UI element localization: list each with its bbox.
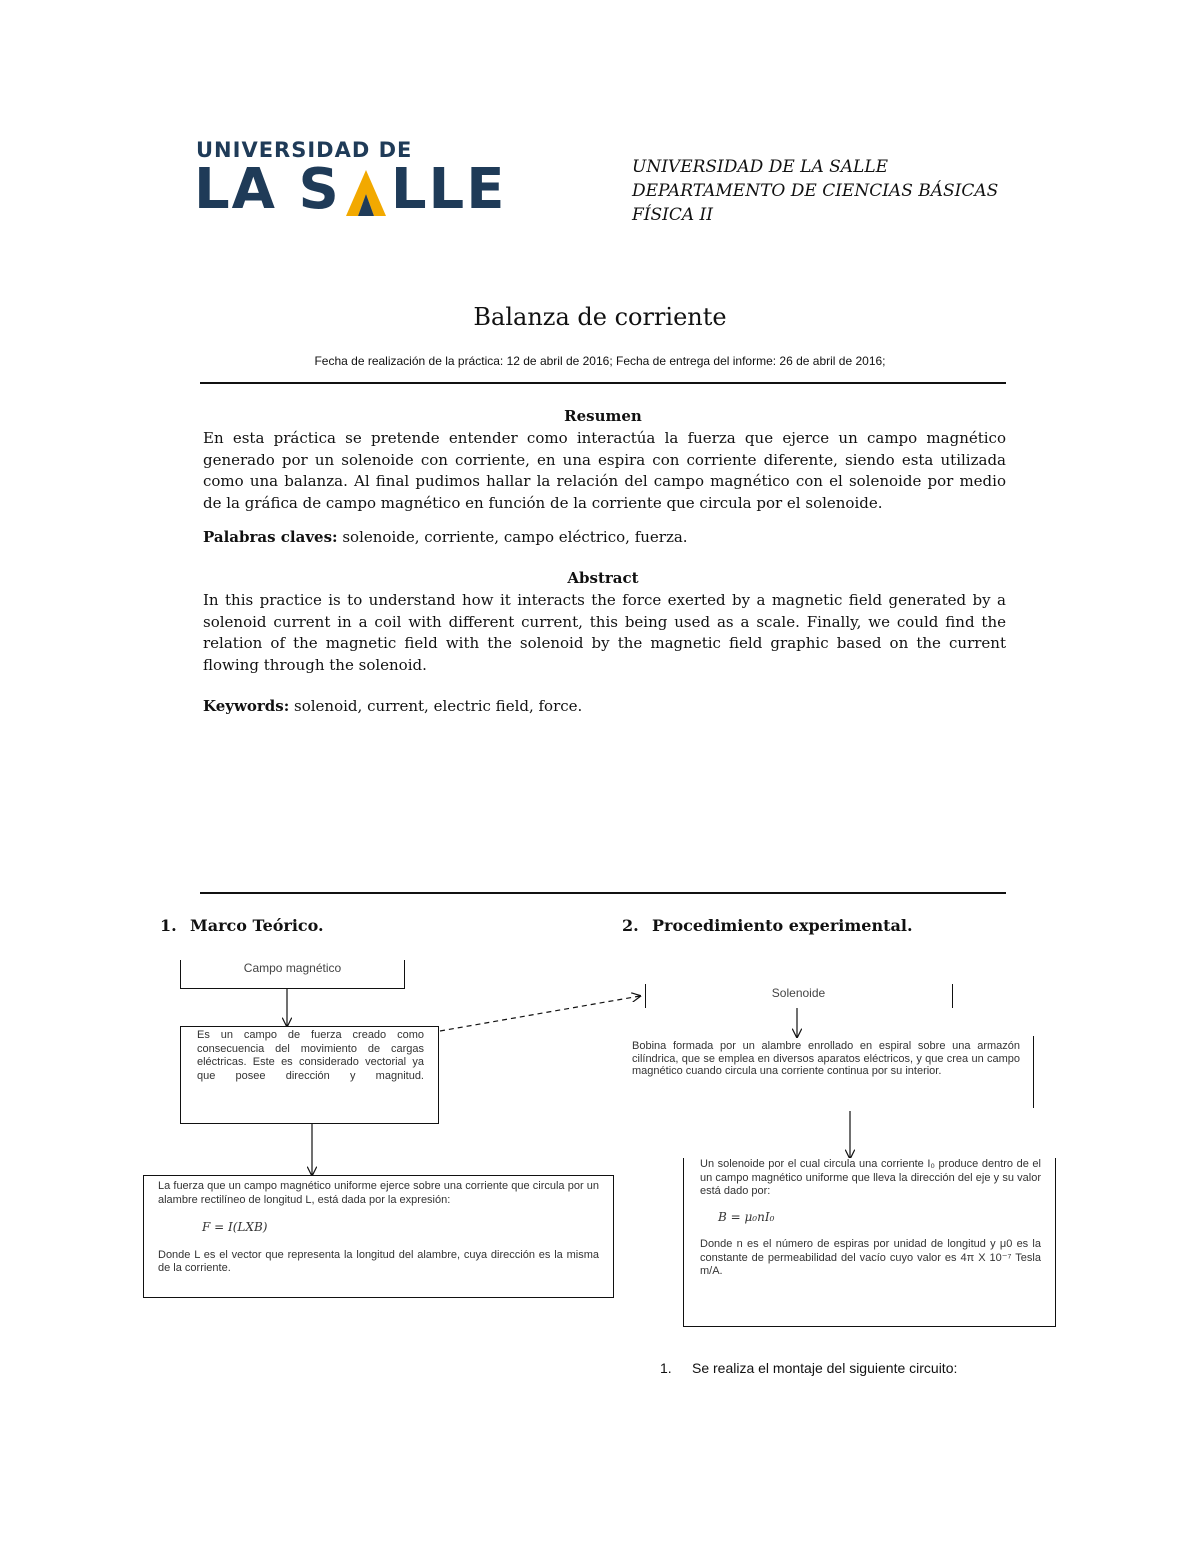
logo-text-right: LLE <box>390 157 507 222</box>
section-number: 2. <box>622 916 639 935</box>
section-title: Procedimiento experimental. <box>652 916 913 935</box>
resumen-body: En esta práctica se pretende entender como interactúa la fuerza que ejerce un campo magnético generado por un solenoide con corriente, en una espira con corriente diferente, siendo esta utilizada como una balanza. Al final pudimos hallar la relación del campo magnético con el solenoide por medio de la gráfica de campo magnético en función de la corriente que circula por el solenoide. <box>203 429 1006 512</box>
dashed-arrow-to-solenoide <box>440 996 640 1031</box>
box-fuerza-magnetica <box>143 1175 614 1298</box>
department-name: DEPARTAMENTO DE CIENCIAS BÁSICAS <box>632 181 999 201</box>
resumen-keywords-label: Palabras claves: <box>203 528 338 546</box>
section-number: 1. <box>160 916 177 935</box>
box-solenoide-note: Donde n es el número de espiras por unidad de longitud y μ0 es la constante de permeabilidad del vacío cuyo valor es 4π X 10⁻⁷ Tesla m/A. <box>700 1238 1041 1277</box>
step-text: Se realiza el montaje del siguiente circuito: <box>692 1360 958 1376</box>
course-name: FÍSICA II <box>632 205 713 225</box>
institution-name: UNIVERSIDAD DE LA SALLE <box>632 157 889 177</box>
step-number: 1. <box>660 1360 672 1376</box>
dates-line: Fecha de realización de la práctica: 12 de abril de 2016; Fecha de entrega del informe: 26 de abril de 2016; <box>314 354 886 368</box>
solenoid-field-formula: B = μ₀nI₀ <box>718 1209 775 1224</box>
abstract-keywords-text: solenoid, current, electric field, force. <box>289 697 583 715</box>
page-title: Balanza de corriente <box>473 303 727 331</box>
logo-university-label: UNIVERSIDAD DE <box>196 138 413 162</box>
force-formula: F = I(LXB) <box>202 1220 268 1234</box>
box-campo-magnetico <box>180 960 405 989</box>
solenoide-definition-rule <box>1033 1036 1034 1108</box>
resumen-keywords-text: solenoide, corriente, campo eléctrico, fuerza. <box>337 528 688 546</box>
resumen-heading: Resumen <box>564 407 642 425</box>
abstract-heading: Abstract <box>567 569 639 587</box>
box-campo-definition-text: Es un campo de fuerza creado como consecuencia del movimiento de cargas eléctricas. Este es considerado vectorial ya que posee dirección y magnitud. <box>197 1029 424 1082</box>
box-fuerza-note: Donde L es el vector que representa la longitud del alambre, cuya dirección es la misma de la corriente. <box>158 1248 599 1274</box>
procedure-step-1 <box>660 1360 957 1376</box>
box-campo-magnetico-label: Campo magnético <box>243 961 342 975</box>
solenoide-label: Solenoide <box>771 986 826 1000</box>
box-campo-definition <box>180 1026 439 1124</box>
solenoide-bracket-right <box>952 984 953 1008</box>
abstract-keywords-label: Keywords: <box>203 697 290 715</box>
section-title: Marco Teórico. <box>190 916 324 935</box>
box-campo-solenoide <box>683 1158 1056 1327</box>
solenoide-definition: Bobina formada por un alambre enrollado en espiral sobre una armazón cilíndrica, que se emplea en diversos aparatos eléctricos, y que crea un campo magnético cuando circula una corriente continua por su interior. <box>632 1040 1020 1077</box>
logo-text-left: LA S <box>194 157 341 222</box>
box-solenoide-text: Un solenoide por el cual circula una corriente I₀ produce dentro de el un campo magnético uniforme que lleva la dirección del eje y su valor está dado por: <box>700 1158 1041 1197</box>
abstract-body: In this practice is to understand how it interacts the force exerted by a magnetic field generated by a solenoid current in a coil with different current, this being used as a scale. Finally, we could find the relation of the magnetic field with the solenoid by the magnetic field graphic based on the current flowing through the solenoid. <box>203 591 1006 674</box>
box-fuerza-text: La fuerza que un campo magnético uniforme ejerce sobre una corriente que circula por un alambre rectilíneo de longitud L, está dada por la expresión: <box>158 1180 599 1206</box>
